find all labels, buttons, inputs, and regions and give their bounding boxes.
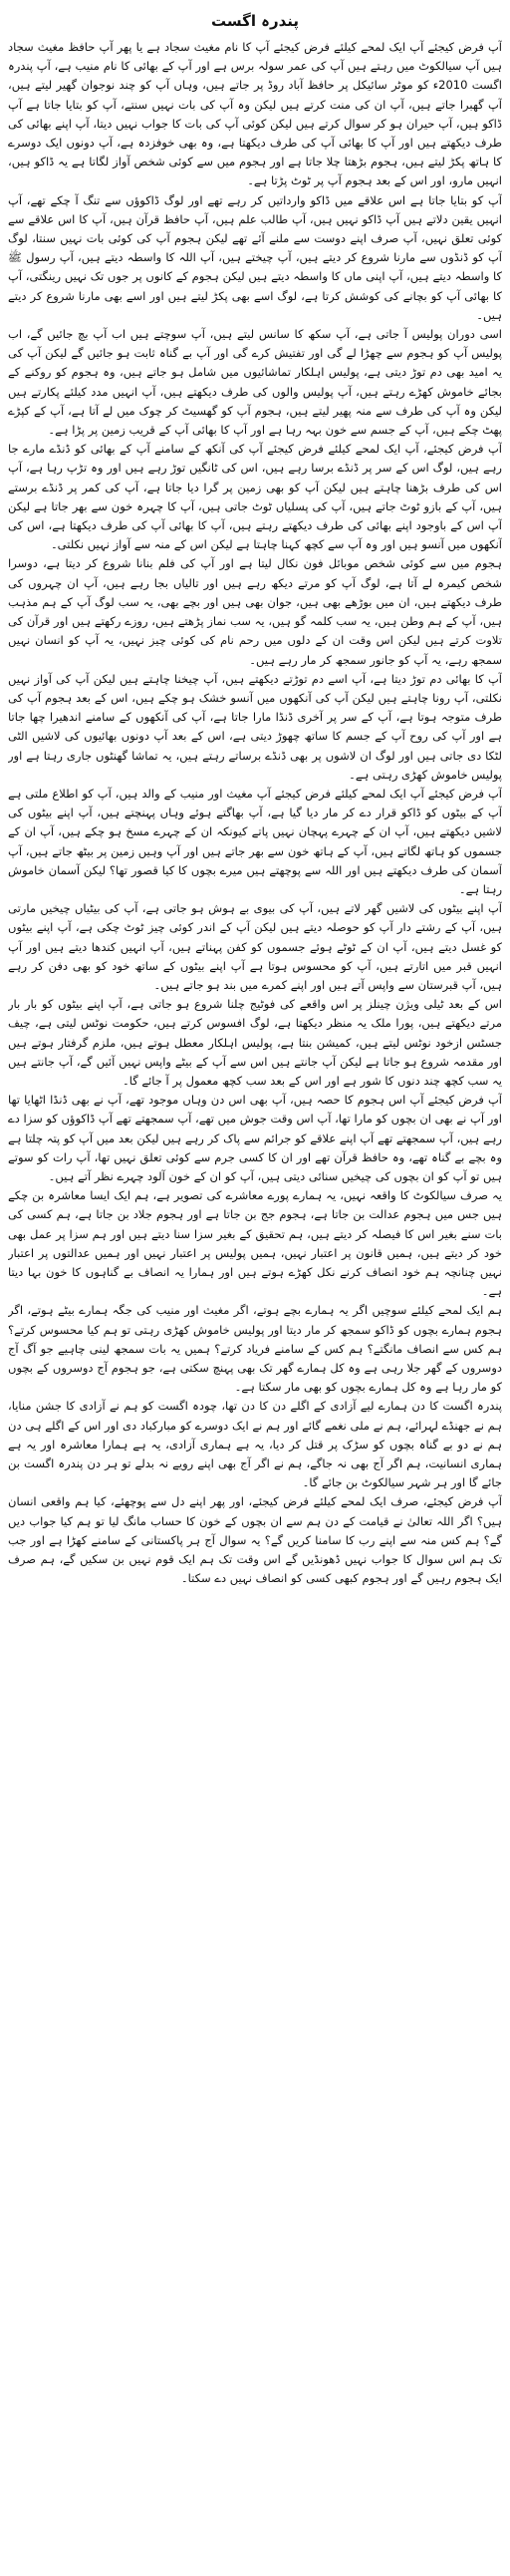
article-paragraph: ہجوم میں سے کوئی شخص موبائل فون نکال لیتا ہے اور آپ کی فلم بنانا شروع کر دیتا ہے، دوسرا شخص کیمرہ لے آتا ہے، لوگ آپ کو مرتے دیکھ رہے ہیں اور تالیاں بجا رہے ہیں، آپ ان چہروں کی طرف دیکھتے ہیں، ان میں بوڑھے بھی ہیں، جوان بھی ہیں اور بچے بھی، یہ سب لوگ آپ کے ہم مذہب ہیں، آپ کے ہم وطن ہیں، یہ سب کلمہ گو ہیں، یہ سب نماز پڑھتے ہیں، روزے رکھتے ہیں اور قرآن کی تلاوت کرتے ہیں لیکن اس وقت ان کے دلوں میں رحم نام کی کوئی چیز نہیں، یہ آپ کو انسان نہیں سمجھ رہے، یہ آپ کو جانور سمجھ کر مار رہے ہیں۔ [8, 556, 502, 667]
article-paragraph: آپ فرض کیجئے، صرف ایک لمحے کیلئے فرض کیجئے، اور پھر اپنے دل سے پوچھئے، کیا ہم واقعی انسان ہیں؟ اگر اللہ تعالیٰ نے قیامت کے دن ہم سے ان بچوں کے خون کا حساب مانگ لیا تو ہم کیا جواب دیں گے؟ ہم کس منہ سے اپنے رب کا سامنا کریں گے؟ یہ سوال آج ہر پاکستانی کے سامنے کھڑا ہے اور جب تک ہم اس سوال کا جواب نہیں ڈھونڈیں گے اس وقت تک ہم ایک قوم نہیں بن سکیں گے، ہم صرف ایک ہجوم رہیں گے اور ہجوم کبھی کسی کو انصاف نہیں دے سکتا۔ [8, 1494, 502, 1586]
article-paragraph: پندرہ اگست کا دن ہمارے لیے آزادی کے اگلے دن کا دن تھا، چودہ اگست کو ہم نے آزادی کا جشن منایا، ہم نے جھنڈے لہرائے، ہم نے ملی نغمے گائے اور ہم نے ایک دوسرے کو مبارکباد دی اور اس کے اگلے ہی دن ہم نے دو بے گناہ بچوں کو سڑک پر قتل کر دیا، یہ ہے ہماری آزادی، یہ ہے ہمارا معاشرہ اور یہ ہے ہماری انسانیت، ہم اگر آج بھی نہ جاگے، ہم نے اگر آج بھی اپنے رویے نہ بدلے تو ہر دن پندرہ اگست بن جائے گا اور ہر شہر سیالکوٹ بن جائے گا۔ [8, 1399, 502, 1490]
article-paragraph: آپ فرض کیجئے، آپ ایک لمحے کیلئے فرض کیجئے آپ کی آنکھ کے سامنے آپ کے بھائی کو ڈنڈے مارے جا رہے ہیں، لوگ اس کے سر پر ڈنڈے برسا رہے ہیں، اس کی ٹانگیں توڑ رہے ہیں اور وہ تڑپ رہا ہے، آپ اس کی طرف بڑھنا چاہتے ہیں لیکن آپ کو بھی زمین پر گرا دیا جاتا ہے، آپ کی کمر پر ڈنڈے برستے ہیں، آپ کے بازو ٹوٹ جاتے ہیں، آپ کی پسلیاں ٹوٹ جاتی ہیں، آپ کا چہرہ خون سے بھر جاتا ہے لیکن آپ اس کے باوجود اپنے بھائی کی طرف دیکھتے رہتے ہیں، آپ کا بھائی آپ کی طرف دیکھتا ہے، اس کی آنکھوں میں آنسو ہیں اور وہ آپ سے کچھ کہنا چاہتا ہے لیکن اس کے منہ سے آواز نہیں نکلتی۔ [8, 442, 502, 552]
article-paragraph: آپ فرض کیجئے آپ ایک لمحے کیلئے فرض کیجئے آپ کا نام مغیث سجاد ہے یا پھر آپ حافظ مغیث سجاد ہیں آپ سیالکوٹ میں رہتے ہیں آپ کی عمر سولہ برس ہے اور آپ کے بھائی کا نام منیب ہے، آپ پندرہ اگست 2010ء کو موٹر سائیکل پر حافظ آباد روڈ پر جاتے ہیں، وہاں آپ کو چند نوجوان گھیر لیتے ہیں، آپ گھبرا جاتے ہیں، آپ ان کی منت کرتے ہیں لیکن وہ آپ کی بات نہیں سنتے، آپ کو بتایا جاتا ہے آپ ڈاکو ہیں، آپ حیران ہو کر سوال کرتے ہیں لیکن کوئی آپ کی بات کا جواب نہیں دیتا، آپ اپنے بھائی کی طرف دیکھتے ہیں اور آپ کا بھائی آپ کی طرف دیکھتا ہے، وہ بھی خوفزدہ ہے، آپ دونوں ایک دوسرے کا ہاتھ پکڑ لیتے ہیں، ہجوم بڑھتا چلا جاتا ہے اور ہجوم میں سے کوئی شخص آواز لگاتا ہے یہ ڈاکو ہیں، انہیں مارو، اور اس کے بعد ہجوم آپ پر ٹوٹ پڑتا ہے۔ [8, 40, 502, 188]
article-paragraph: آپ اپنے بیٹوں کی لاشیں گھر لاتے ہیں، آپ کی بیوی بے ہوش ہو جاتی ہے، آپ کی بیٹیاں چیخیں مارتی ہیں، آپ کے رشتے دار آپ کو حوصلہ دیتے ہیں لیکن آپ کے اندر کوئی چیز ٹوٹ چکی ہے، آپ اپنے بیٹوں کو غسل دیتے ہیں، آپ ان کے ٹوٹے ہوئے جسموں کو کفن پہناتے ہیں، آپ انہیں کندھا دیتے ہیں اور آپ انہیں قبر میں اتارتے ہیں، آپ کو محسوس ہوتا ہے آپ اپنے بیٹوں کے ساتھ خود کو بھی دفن کر رہے ہیں، آپ قبرستان سے واپس آتے ہیں اور اپنے کمرے میں بند ہو جاتے ہیں۔ [8, 901, 502, 992]
article-paragraph: آپ کو بتایا جاتا ہے اس علاقے میں ڈاکو وارداتیں کر رہے تھے اور لوگ ڈاکوؤں سے تنگ آ چکے تھے، آپ انہیں یقین دلاتے ہیں آپ ڈاکو نہیں ہیں، آپ طالب علم ہیں، آپ حافظ قرآن ہیں، آپ کا اس علاقے سے کوئی تعلق نہیں، آپ صرف اپنے دوست سے ملنے آئے تھے لیکن ہجوم آپ کی کوئی بات نہیں سنتا، لوگ آپ کو ڈنڈوں سے مارنا شروع کر دیتے ہیں، آپ چیختے ہیں، آپ اللہ کا واسطہ دیتے ہیں، آپ رسول ﷺ کا واسطہ دیتے ہیں، آپ اپنی ماں کا واسطہ دیتے ہیں لیکن ہجوم کے کانوں پر جوں تک نہیں رینگتی، آپ کا بھائی آپ کو بچانے کی کوشش کرتا ہے، لوگ اسے بھی پکڑ لیتے ہیں اور اسے بھی مارنا شروع کر دیتے ہیں۔ [8, 192, 502, 322]
column-title: پندرہ اگست [210, 12, 300, 30]
article-paragraph: آپ فرض کیجئے آپ ایک لمحے کیلئے فرض کیجئے آپ مغیث اور منیب کے والد ہیں، آپ کو اطلاع ملتی ہے آپ کے بیٹوں کو ڈاکو قرار دے کر مار دیا گیا ہے، آپ بھاگتے ہوئے وہاں پہنچتے ہیں، آپ اپنے بیٹوں کی لاشیں دیکھتے ہیں، آپ ان کے چہرے پہچان نہیں پاتے کیونکہ ان کے چہرے مسخ ہو چکے ہیں، آپ ان کے جسموں کو ہاتھ لگاتے ہیں، آپ کے ہاتھ خون سے بھر جاتے ہیں اور آپ وہیں زمین پر بیٹھ جاتے ہیں، آپ آسمان کی طرف دیکھتے ہیں اور اللہ سے پوچھتے ہیں میرے بچوں کا کیا قصور تھا؟ لیکن آسمان خاموش رہتا ہے۔ [8, 786, 502, 896]
article-paragraph: یہ صرف سیالکوٹ کا واقعہ نہیں، یہ ہمارے پورے معاشرے کی تصویر ہے، ہم ایک ایسا معاشرہ بن چکے ہیں جس میں ہجوم عدالت بن جاتا ہے، ہجوم جج بن جاتا ہے اور ہجوم جلاد بن جاتا ہے، ہم کسی کی بات سنے بغیر اس کا فیصلہ کر دیتے ہیں، ہم تحقیق کے بغیر سزا سنا دیتے ہیں اور ہم سزا پر عمل بھی خود کر دیتے ہیں، ہمیں قانون پر اعتبار نہیں، ہمیں پولیس پر اعتبار نہیں اور ہمیں عدالتوں پر اعتبار نہیں چنانچہ ہم خود انصاف کرنے نکل کھڑے ہوتے ہیں اور ہمارا یہ انصاف بے گناہوں کا خون بہا دیتا ہے۔ [8, 1188, 502, 1299]
article-paragraph: اسی دوران پولیس آ جاتی ہے، آپ سکھ کا سانس لیتے ہیں، آپ سوچتے ہیں اب آپ بچ جائیں گے، اب پولیس آپ کو ہجوم سے چھڑا لے گی اور تفتیش کرے گی اور آپ بے گناہ ثابت ہو جائیں گے لیکن آپ کی یہ امید بھی دم توڑ دیتی ہے، پولیس اہلکار تماشائیوں میں شامل ہو جاتے ہیں، وہ ہجوم کو روکنے کے بجائے خاموش کھڑے رہتے ہیں، آپ پولیس والوں کی طرف دیکھتے ہیں، آپ انہیں مدد کیلئے پکارتے ہیں لیکن وہ آپ کی طرف سے منہ پھیر لیتے ہیں، ہجوم آپ کو گھسیٹ کر چوک میں لے آتا ہے، آپ کے کپڑے پھٹ چکے ہیں، آپ کے جسم سے خون بہہ رہا ہے اور آپ کا بھائی آپ کے قریب زمین پر پڑا ہے۔ [8, 327, 502, 438]
article-paragraph: ہم ایک لمحے کیلئے سوچیں اگر یہ ہمارے بچے ہوتے، اگر مغیث اور منیب کی جگہ ہمارے بیٹے ہوتے، اگر ہجوم ہمارے بچوں کو ڈاکو سمجھ کر مار دیتا اور پولیس خاموش کھڑی رہتی تو ہم کیا محسوس کرتے؟ ہم کس سے انصاف مانگتے؟ ہم کس کے سامنے فریاد کرتے؟ ہمیں یہ بات سمجھ لینی چاہیے جو آگ آج دوسروں کے گھر جلا رہی ہے وہ کل ہمارے گھر تک بھی پہنچ سکتی ہے، جو ہجوم آج دوسروں کے بچوں کو مار رہا ہے وہ کل ہمارے بچوں کو بھی مار سکتا ہے۔ [8, 1303, 502, 1395]
article-body [8, 38, 502, 2560]
article-paragraph: آپ کا بھائی دم توڑ دیتا ہے، آپ اسے دم توڑتے دیکھتے ہیں، آپ چیخنا چاہتے ہیں لیکن آپ کی آواز نہیں نکلتی، آپ رونا چاہتے ہیں لیکن آپ کی آنکھوں میں آنسو خشک ہو چکے ہیں، اس کے بعد ہجوم آپ کی طرف متوجہ ہوتا ہے، آپ کے سر پر آخری ڈنڈا مارا جاتا ہے، آپ کی آنکھوں کے سامنے اندھیرا چھا جاتا ہے اور آپ کی روح آپ کے جسم کا ساتھ چھوڑ دیتی ہے، اس کے بعد آپ دونوں بھائیوں کی لاشیں الٹی لٹکا دی جاتی ہیں اور لوگ ان لاشوں پر بھی ڈنڈے برساتے رہتے ہیں، یہ تماشا گھنٹوں جاری رہتا ہے اور پولیس خاموش کھڑی رہتی ہے۔ [8, 671, 502, 782]
article-paragraph: آپ فرض کیجئے آپ اس ہجوم کا حصہ ہیں، آپ بھی اس دن وہاں موجود تھے، آپ نے بھی ڈنڈا اٹھایا تھا اور آپ نے بھی ان بچوں کو مارا تھا، آپ اس وقت جوش میں تھے، آپ سمجھتے تھے آپ ڈاکوؤں کو سزا دے رہے ہیں، آپ سمجھتے تھے آپ اپنے علاقے کو جرائم سے پاک کر رہے ہیں لیکن بعد میں آپ کو پتہ چلتا ہے وہ بچے بے گناہ تھے، وہ حافظ قرآن تھے اور ان کا کسی جرم سے کوئی تعلق نہیں تھا، آپ رات کو سوتے ہیں تو آپ کو ان بچوں کی چیخیں سنائی دیتی ہیں، آپ کو ان کے خون آلود چہرے نظر آتے ہیں۔ [8, 1093, 502, 1183]
article-paragraph: اس کے بعد ٹیلی ویژن چینلز پر اس واقعے کی فوٹیج چلنا شروع ہو جاتی ہے، آپ اپنے بیٹوں کو بار بار مرتے دیکھتے ہیں، پورا ملک یہ منظر دیکھتا ہے، لوگ افسوس کرتے ہیں، حکومت نوٹس لیتی ہے، چیف جسٹس ازخود نوٹس لیتے ہیں، کمیشن بنتا ہے، پولیس اہلکار معطل ہوتے ہیں، ملزم گرفتار ہوتے ہیں اور مقدمہ شروع ہو جاتا ہے لیکن آپ جانتے ہیں اس سے آپ کے بیٹے واپس نہیں آئیں گے، آپ جانتے ہیں یہ سب کچھ چند دنوں کا شور ہے اور اس کے بعد سب کچھ معمول پر آ جائے گا۔ [8, 997, 502, 1088]
